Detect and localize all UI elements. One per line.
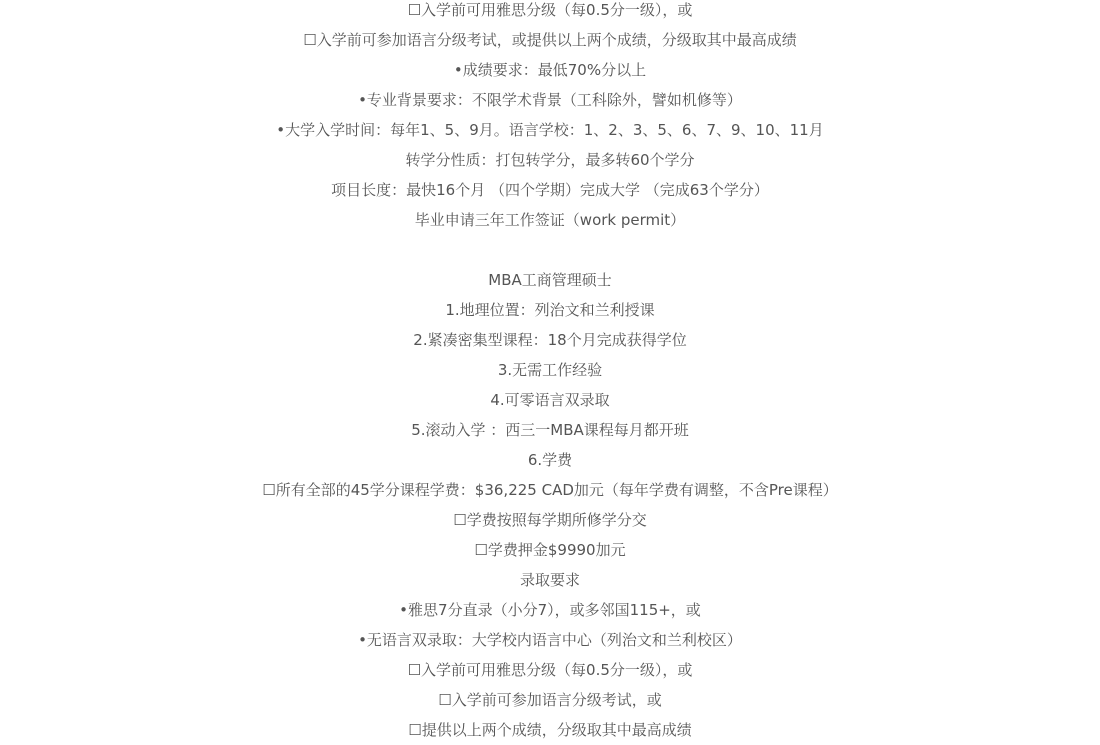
text-line: ☐入学前可参加语言分级考试，或	[438, 691, 662, 709]
text-line: •大学入学时间：每年1、5、9月。语言学校：1、2、3、5、6、7、9、10、11月	[276, 121, 824, 139]
text-line: •专业背景要求：不限学术背景（工科除外，譬如机修等）	[358, 91, 742, 109]
section-heading: MBA工商管理硕士	[488, 271, 612, 289]
text-line: 4.可零语言双录取	[490, 391, 610, 409]
text-line: ☐入学前可用雅思分级（每0.5分一级），或	[407, 661, 693, 679]
text-line: •雅思7分直录（小分7），或多邻国115+，或	[399, 601, 701, 619]
text-line: 毕业申请三年工作签证（work permit）	[414, 211, 686, 229]
section-heading: 录取要求	[519, 571, 580, 589]
text-line: ☐所有全部的45学分课程学费：$36,225 CAD加元（每年学费有调整，不含Pre课程）	[262, 481, 838, 499]
text-line: ☐提供以上两个成绩，分级取其中最高成绩	[408, 721, 692, 739]
text-line: 3.无需工作经验	[497, 361, 603, 379]
text-line: 2.紧凑密集型课程：18个月完成获得学位	[413, 331, 687, 349]
text-line: 6.学费	[527, 451, 573, 469]
blank-line	[0, 235, 1100, 265]
text-line: 1.地理位置：列治文和兰利授课	[445, 301, 655, 319]
text-line: 转学分性质：打包转学分，最多转60个学分	[405, 151, 695, 169]
text-line: ☐学费押金$9990加元	[474, 541, 626, 559]
text-line: ☐入学前可参加语言分级考试，或提供以上两个成绩，分级取其中最高成绩	[303, 31, 797, 49]
text-line: 项目长度：最快16个月 （四个学期）完成大学 （完成63个学分）	[331, 181, 769, 199]
text-line: •成绩要求：最低70%分以上	[453, 61, 647, 79]
text-line: 5.滚动入学 ：西三一MBA课程每月都开班	[411, 421, 689, 439]
text-line: •无语言双录取：大学校内语言中心（列治文和兰利校区）	[358, 631, 742, 649]
text-line: ☐学费按照每学期所修学分交	[453, 511, 647, 529]
text-line: ☐入学前可用雅思分级（每0.5分一级），或	[407, 1, 693, 19]
